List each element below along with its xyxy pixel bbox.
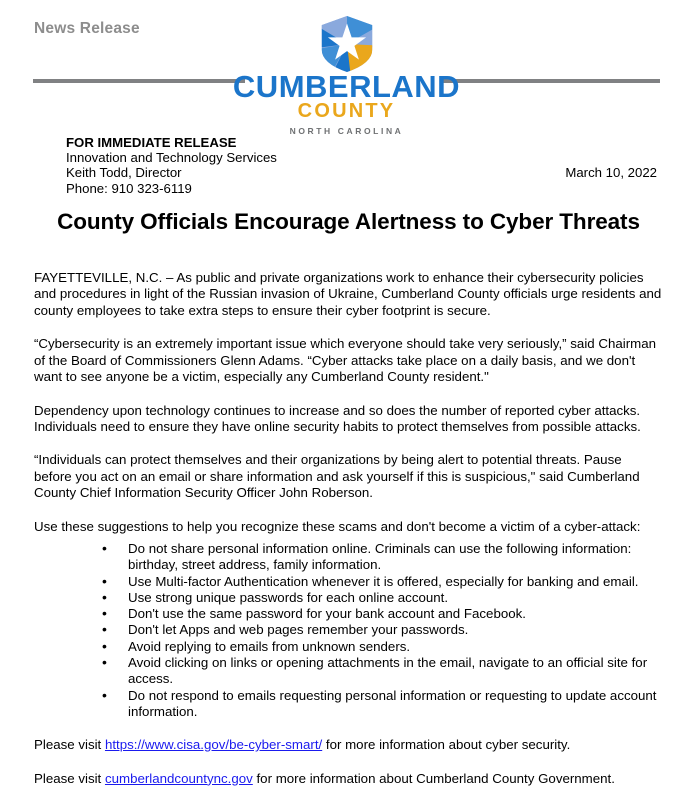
logo-state-label: NORTH CAROLINA (289, 125, 404, 136)
list-item: • Use Multi-factor Authentication whenever it is offered, especially for banking and email. (102, 574, 663, 590)
paragraph-lede: FAYETTEVILLE, N.C. – As public and private organizations work to enhance their cybersecurity policies and procedures in light of the Russian invasion of Ukraine, Cumberland County officials urge residents and county employees to take extra steps to ensure their cyber footprint is secure. (34, 270, 662, 318)
paragraph-quote-chairman: “Cybersecurity is an extremely important issue which everyone should take very seriously,” said Chairman of the Board of Commissioners Glenn Adams. “Cyber attacks take place on a daily basis, and we don't want to see anyone be a victim, especially any Cumberland County resident." (34, 336, 656, 385)
tips-intro: Use these suggestions to help you recognize these scams and don't become a victim of a cyber-attack: (34, 518, 641, 534)
news-release-label: News Release (34, 20, 140, 37)
release-contact-block (66, 135, 277, 196)
page-title: County Officials Encourage Alertness to Cyber Threats (57, 209, 640, 234)
department-name: Innovation and Technology Services (66, 150, 277, 166)
list-item: • Don't use the same password for your bank account and Facebook. (102, 606, 663, 622)
closing-line-cisa (34, 720, 663, 753)
logo-wordmark: CUMBERLAND (232, 69, 461, 104)
release-meta (34, 135, 663, 195)
paragraph-quote-ciso: “Individuals can protect themselves and their organizations by being alert to potential threats. Pause before you act on an email or share information and ask yourself if this is suspicious," said Cumberland County Chief Information Security Officer John Roberson. (34, 452, 640, 501)
list-item: • Use strong unique passwords for each online account. (102, 590, 663, 606)
cyber-tips-list (34, 541, 663, 720)
list-item: • Avoid clicking on links or opening attachments in the email, navigate to an official site for access. (102, 655, 663, 688)
document-body (0, 135, 693, 787)
closing-line-county (34, 754, 663, 787)
county-logo (0, 16, 693, 136)
document-header (0, 0, 693, 136)
closing-prefix: Please visit (34, 737, 105, 753)
cumberland-county-link[interactable]: cumberlandcountync.gov (104, 770, 253, 786)
logo-subtext-county: COUNTY (297, 99, 396, 122)
for-immediate-release-label: FOR IMMEDIATE RELEASE (66, 135, 237, 150)
cumberland-county-shield-star-logo-icon (320, 16, 374, 72)
release-date: March 10, 2022 (565, 165, 657, 180)
list-item: • Don't let Apps and web pages remember your passwords. (102, 622, 663, 638)
closing-suffix: for more information about cyber security. (322, 737, 571, 753)
closing-prefix: Please visit (34, 770, 105, 786)
list-item: • Avoid replying to emails from unknown senders. (102, 639, 663, 655)
contact-name: Keith Todd, Director (66, 165, 182, 181)
closing-suffix: for more information about Cumberland County Government. (252, 770, 615, 786)
list-item: • Do not respond to emails requesting personal information or requesting to update account information. (102, 688, 663, 721)
list-item: • Do not share personal information online. Criminals can use the following information: birthday, street address, family information. (102, 541, 663, 574)
cisa-link[interactable]: https://www.cisa.gov/be-cyber-smart/ (104, 737, 323, 753)
contact-phone: Phone: 910 323-6119 (66, 180, 192, 196)
paragraph-dependency: Dependency upon technology continues to increase and so does the number of reported cyber attacks. Individuals need to ensure they have online security habits to protect themselves from possible attacks. (34, 402, 641, 434)
